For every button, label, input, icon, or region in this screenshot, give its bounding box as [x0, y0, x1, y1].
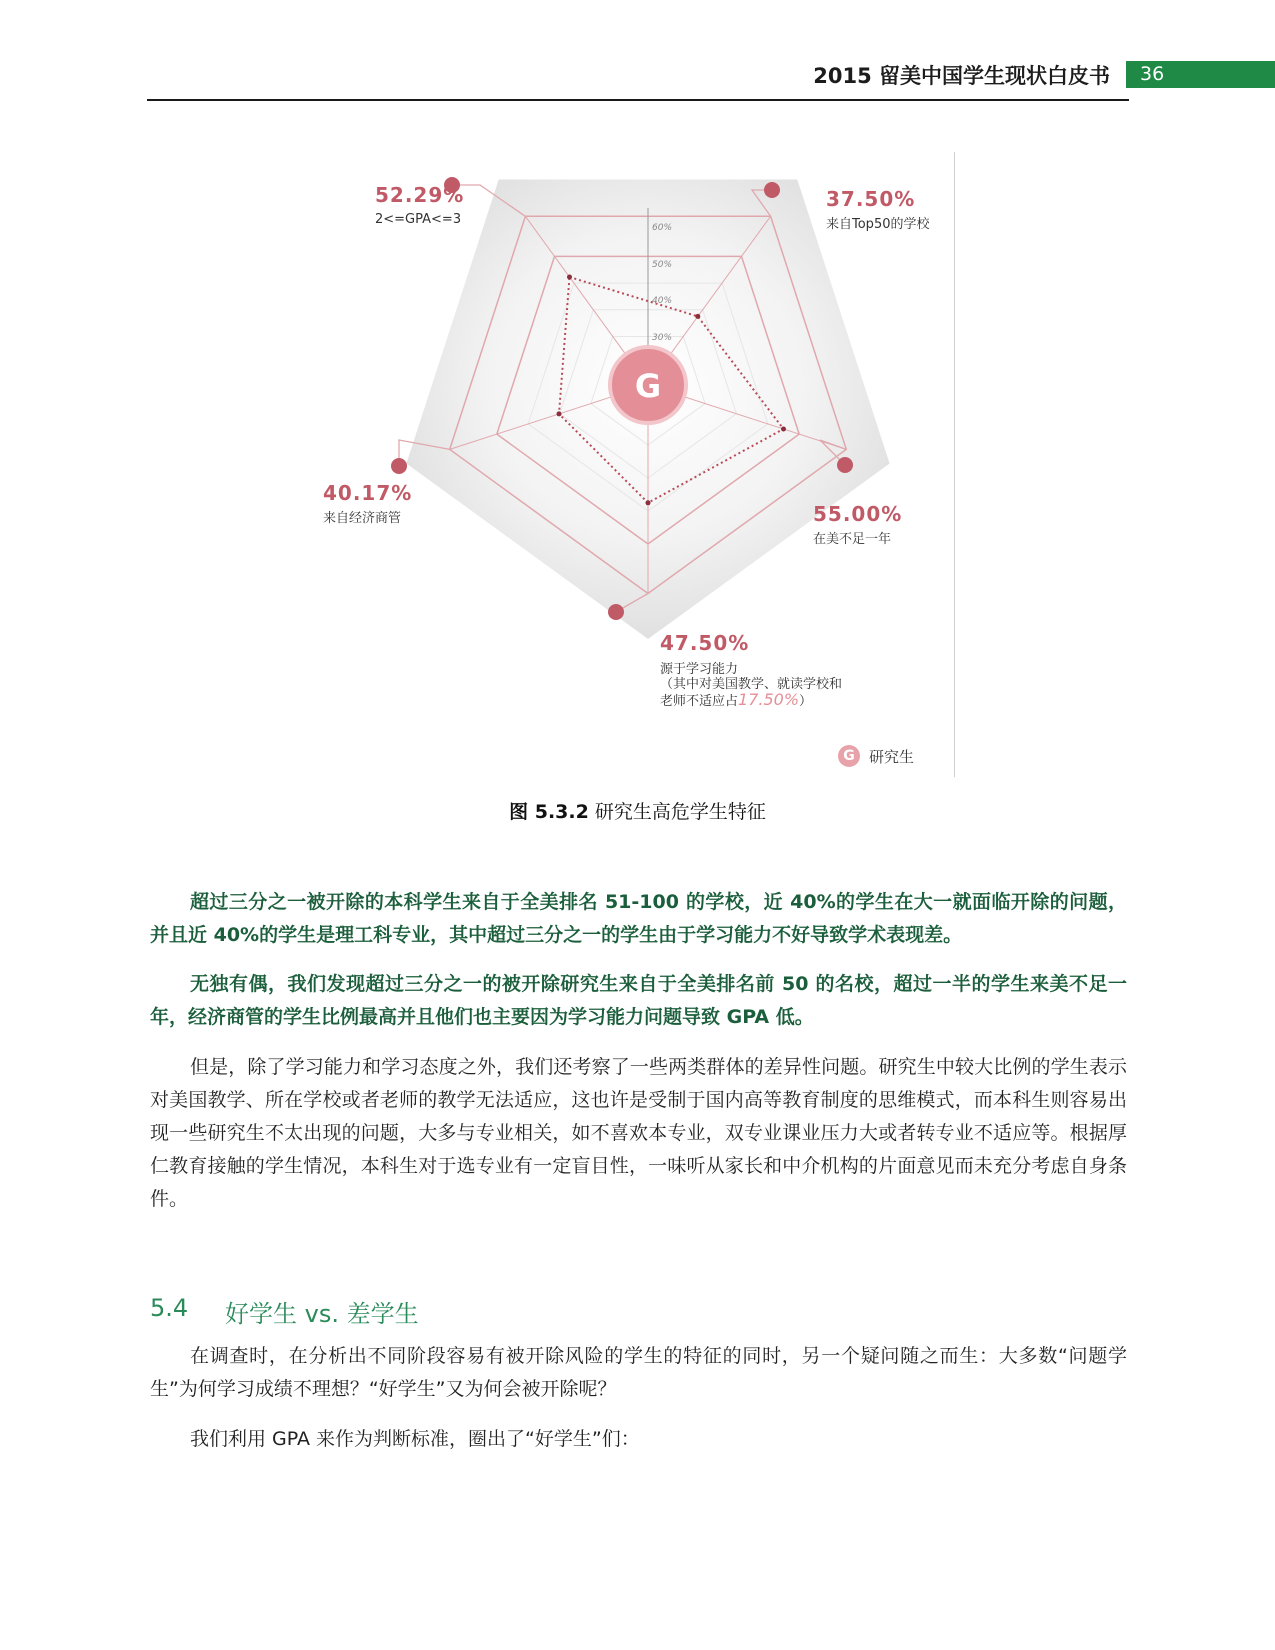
- tick-label-50: 50%: [652, 260, 673, 270]
- radar-data-point: [781, 427, 786, 432]
- legend-g-icon: G: [838, 745, 860, 767]
- radar-data-point: [695, 314, 700, 319]
- label-value-gpa: 52.29%: [375, 183, 465, 207]
- label-text-ability: 源于学习能力 （其中对美国教学、就读学校和 老师不适应占17.50%）: [660, 662, 843, 709]
- radar-data-point: [567, 275, 572, 280]
- running-header-title: 2015 留美中国学生现状白皮书: [813, 64, 1110, 88]
- label-highlight-percent: 17.50%: [738, 690, 800, 709]
- radar-label-dot: [837, 457, 853, 473]
- radar-label-dot: [391, 458, 407, 474]
- radar-chart: [300, 150, 940, 750]
- label-value-ability: 47.50%: [660, 631, 750, 655]
- paragraph-differences: 但是，除了学习能力和学习态度之外，我们还考察了一些两类群体的差异性问题。研究生中较大比例的学生表示对美国教学、所在学校或者老师的教学无法适应，这也许是受制于国内高等教育制度的思维模式，而本科生则容易出现一些研究生不太出现的问题，大多与专业相关，如不喜欢本专业，双专业课业压力大或者转专业不适应等。根据厚仁教育接触的学生情况，本科生对于选专业有一定盲目性，一味听从家长和中介机构的片面意见而未充分考虑自身条件。: [150, 1056, 1127, 1210]
- figure-divider: [954, 152, 955, 777]
- section-number: 5.4: [150, 1294, 189, 1322]
- tick-label-30: 30%: [652, 333, 673, 343]
- paragraph-gpa-criterion: 我们利用 GPA 来作为判断标准，圈出了“好学生”们：: [190, 1428, 640, 1450]
- paragraph-grad-summary: 无独有偶，我们发现超过三分之一的被开除研究生来自于全美排名前 50 的名校，超过一半的学生来美不足一年，经济商管的学生比例最高并且他们也主要因为学习能力问题导致 GPA 低。: [150, 973, 1127, 1028]
- legend-label: 研究生: [869, 747, 915, 766]
- figure-legend: [838, 745, 914, 767]
- label-value-top50: 37.50%: [826, 187, 916, 211]
- radar-center-letter: G: [634, 367, 662, 405]
- header-rule: [147, 99, 1129, 101]
- label-value-business: 40.17%: [323, 481, 413, 505]
- label-text-business: 来自经济商管: [323, 511, 402, 526]
- label-text-under-one-year: 在美不足一年: [813, 532, 892, 547]
- label-value-under-one-year: 55.00%: [813, 502, 903, 526]
- radar-label-dot: [764, 182, 780, 198]
- page-number: 36: [1140, 63, 1165, 85]
- figure-caption: 图 5.3.2 研究生高危学生特征: [509, 801, 766, 823]
- tick-label-60: 60%: [652, 223, 673, 233]
- label-text-gpa: 2<=GPA<=3: [375, 212, 462, 227]
- tick-label-40: 40%: [652, 296, 673, 306]
- paragraph-question: 在调查时，在分析出不同阶段容易有被开除风险的学生的特征的同时，另一个疑问随之而生：大多数“问题学生”为何学习成绩不理想？“好学生”又为何会被开除呢？: [150, 1345, 1127, 1400]
- radar-label-dot: [608, 604, 624, 620]
- paragraph-undergrad-summary: 超过三分之一被开除的本科学生来自于全美排名 51-100 的学校，近 40%的学生在大一就面临开除的问题，并且近 40%的学生是理工科专业，其中超过三分之一的学生由于学习能力不好导致学术表现差。: [150, 891, 1127, 946]
- label-text-top50: 来自Top50的学校: [826, 217, 930, 232]
- radar-data-point: [646, 500, 651, 505]
- section-title: 好学生 vs. 差学生: [225, 1300, 419, 1328]
- radar-data-point: [557, 411, 562, 416]
